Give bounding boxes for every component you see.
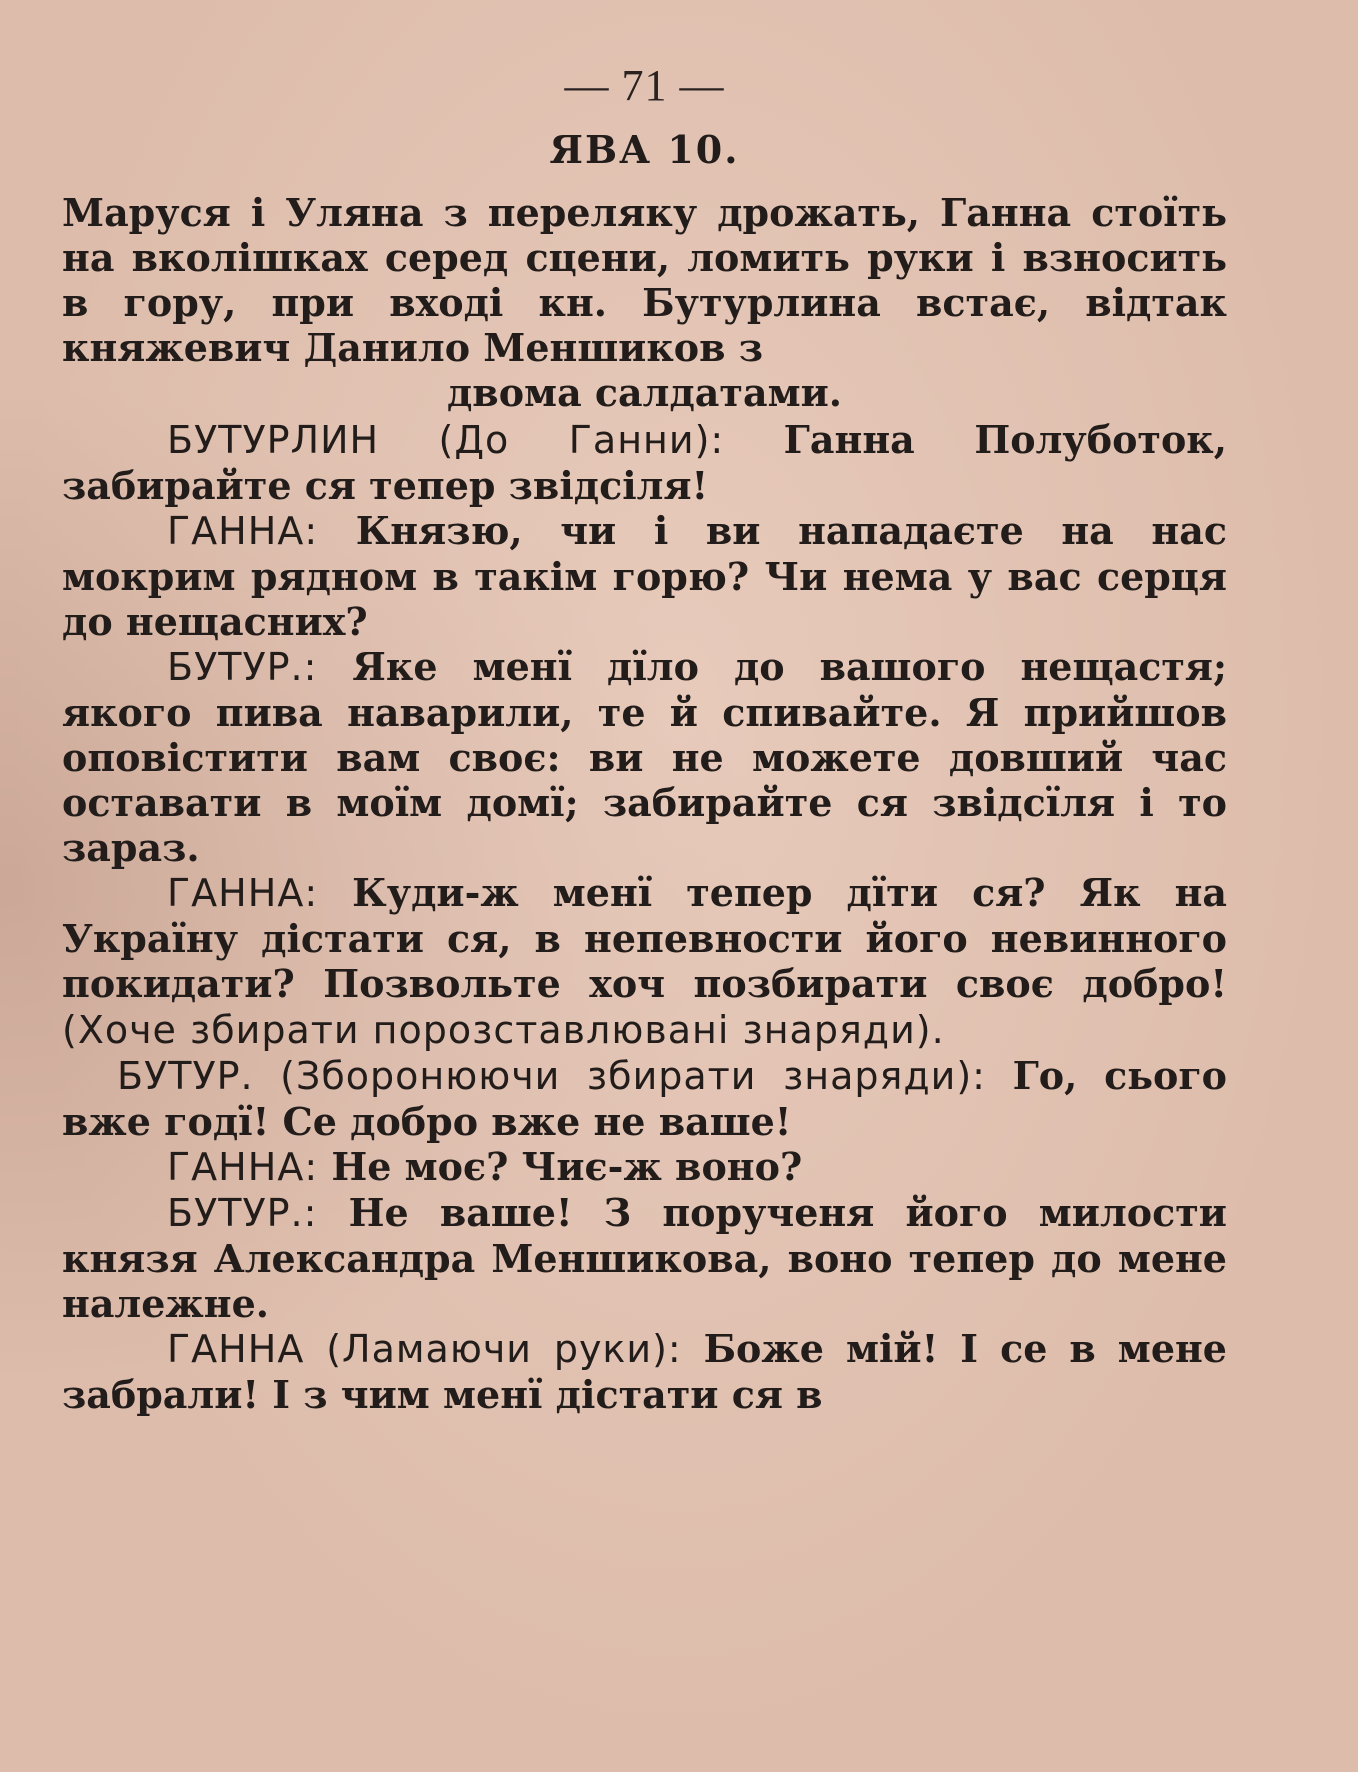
- scene-title: ЯВА 10.: [549, 127, 740, 172]
- page-number: — 71 —: [564, 61, 725, 110]
- dialogue-text: Не ваше! З порученя його милости князя Александра Меншикова, воно тепер до мене належне.: [62, 1190, 1227, 1326]
- speaker-name: БУТУРЛИН: [167, 418, 380, 462]
- dialogue-line: [62, 870, 1227, 1053]
- speaker-name: БУТУР.:: [167, 1191, 318, 1235]
- stage-direction: Маруся і Уляна з переляку дрожать, Ганна стоїть на вколішках серед сцени, ломить руки і взносить в гору, при вході кн. Бутурлина встає, відтак княжевич Данило Меншиков з: [62, 190, 1227, 370]
- dialogue-line: [62, 1053, 1227, 1144]
- spacer: [318, 870, 352, 915]
- speaker-name: ГАННА:: [167, 509, 319, 553]
- spacer: [318, 508, 356, 553]
- dialogue-text: Боже мій! І се в мене забрали! І з чим менї дістати ся в: [62, 1326, 1227, 1417]
- dialogue-line: [62, 417, 1227, 508]
- dialogue-line: [62, 1144, 1227, 1190]
- spacer: [317, 644, 352, 689]
- speaker-name: ГАННА:: [167, 871, 319, 915]
- speaker-name: ГАННА:: [167, 1145, 319, 1189]
- dialogue-line: [62, 644, 1227, 870]
- book-page: [62, 60, 1227, 1417]
- dialogue-text: Яке менї дїло до вашого нещастя; якого пива наварили, те й спивайте. Я прийшов оповістити вам своє: ви не можете довший час оставати в моїм домї; забирайте ся звідсїля і то зараз.: [62, 644, 1228, 870]
- dialogue-text: Князю, чи і ви нападаєте на нас мокрим рядном в такім горю? Чи нема у вас серця до нещасних?: [62, 508, 1227, 644]
- spacer: [318, 1144, 331, 1189]
- dialogue-line: [62, 1190, 1227, 1326]
- dialogue-text: Куди-ж менї тепер дїти ся? Як на Україну дістати ся, в непевности його невинного покидати? Позвольте хоч позбирати своє добро!: [62, 870, 1228, 1006]
- spacer: [317, 1190, 348, 1235]
- speaker-name: БУТУР.:: [167, 645, 318, 689]
- dialogue-text: Ганна Полуботок, забирайте ся тепер звідсіля!: [62, 417, 1227, 508]
- dialogue-line: [62, 508, 1227, 644]
- stage-remark: (Хоче збирати порозставлювані знаряди).: [62, 1008, 945, 1052]
- dialogue-text: Не моє? Чиє-ж воно?: [331, 1144, 803, 1189]
- stage-remark: (До Ганни):: [379, 418, 784, 462]
- dialogue-text: Го, сього вже годї! Се добро вже не ваше!: [62, 1053, 1227, 1144]
- speaker-name: БУТУР.: [117, 1054, 254, 1098]
- speaker-name: ГАННА: [167, 1327, 305, 1371]
- stage-direction-end: двома салдатами.: [446, 370, 843, 415]
- stage-remark: (Ламаючи руки):: [304, 1327, 704, 1371]
- dialogue-line: [62, 1326, 1227, 1417]
- stage-remark: (Зборонюючи збирати знаряди):: [253, 1054, 1013, 1098]
